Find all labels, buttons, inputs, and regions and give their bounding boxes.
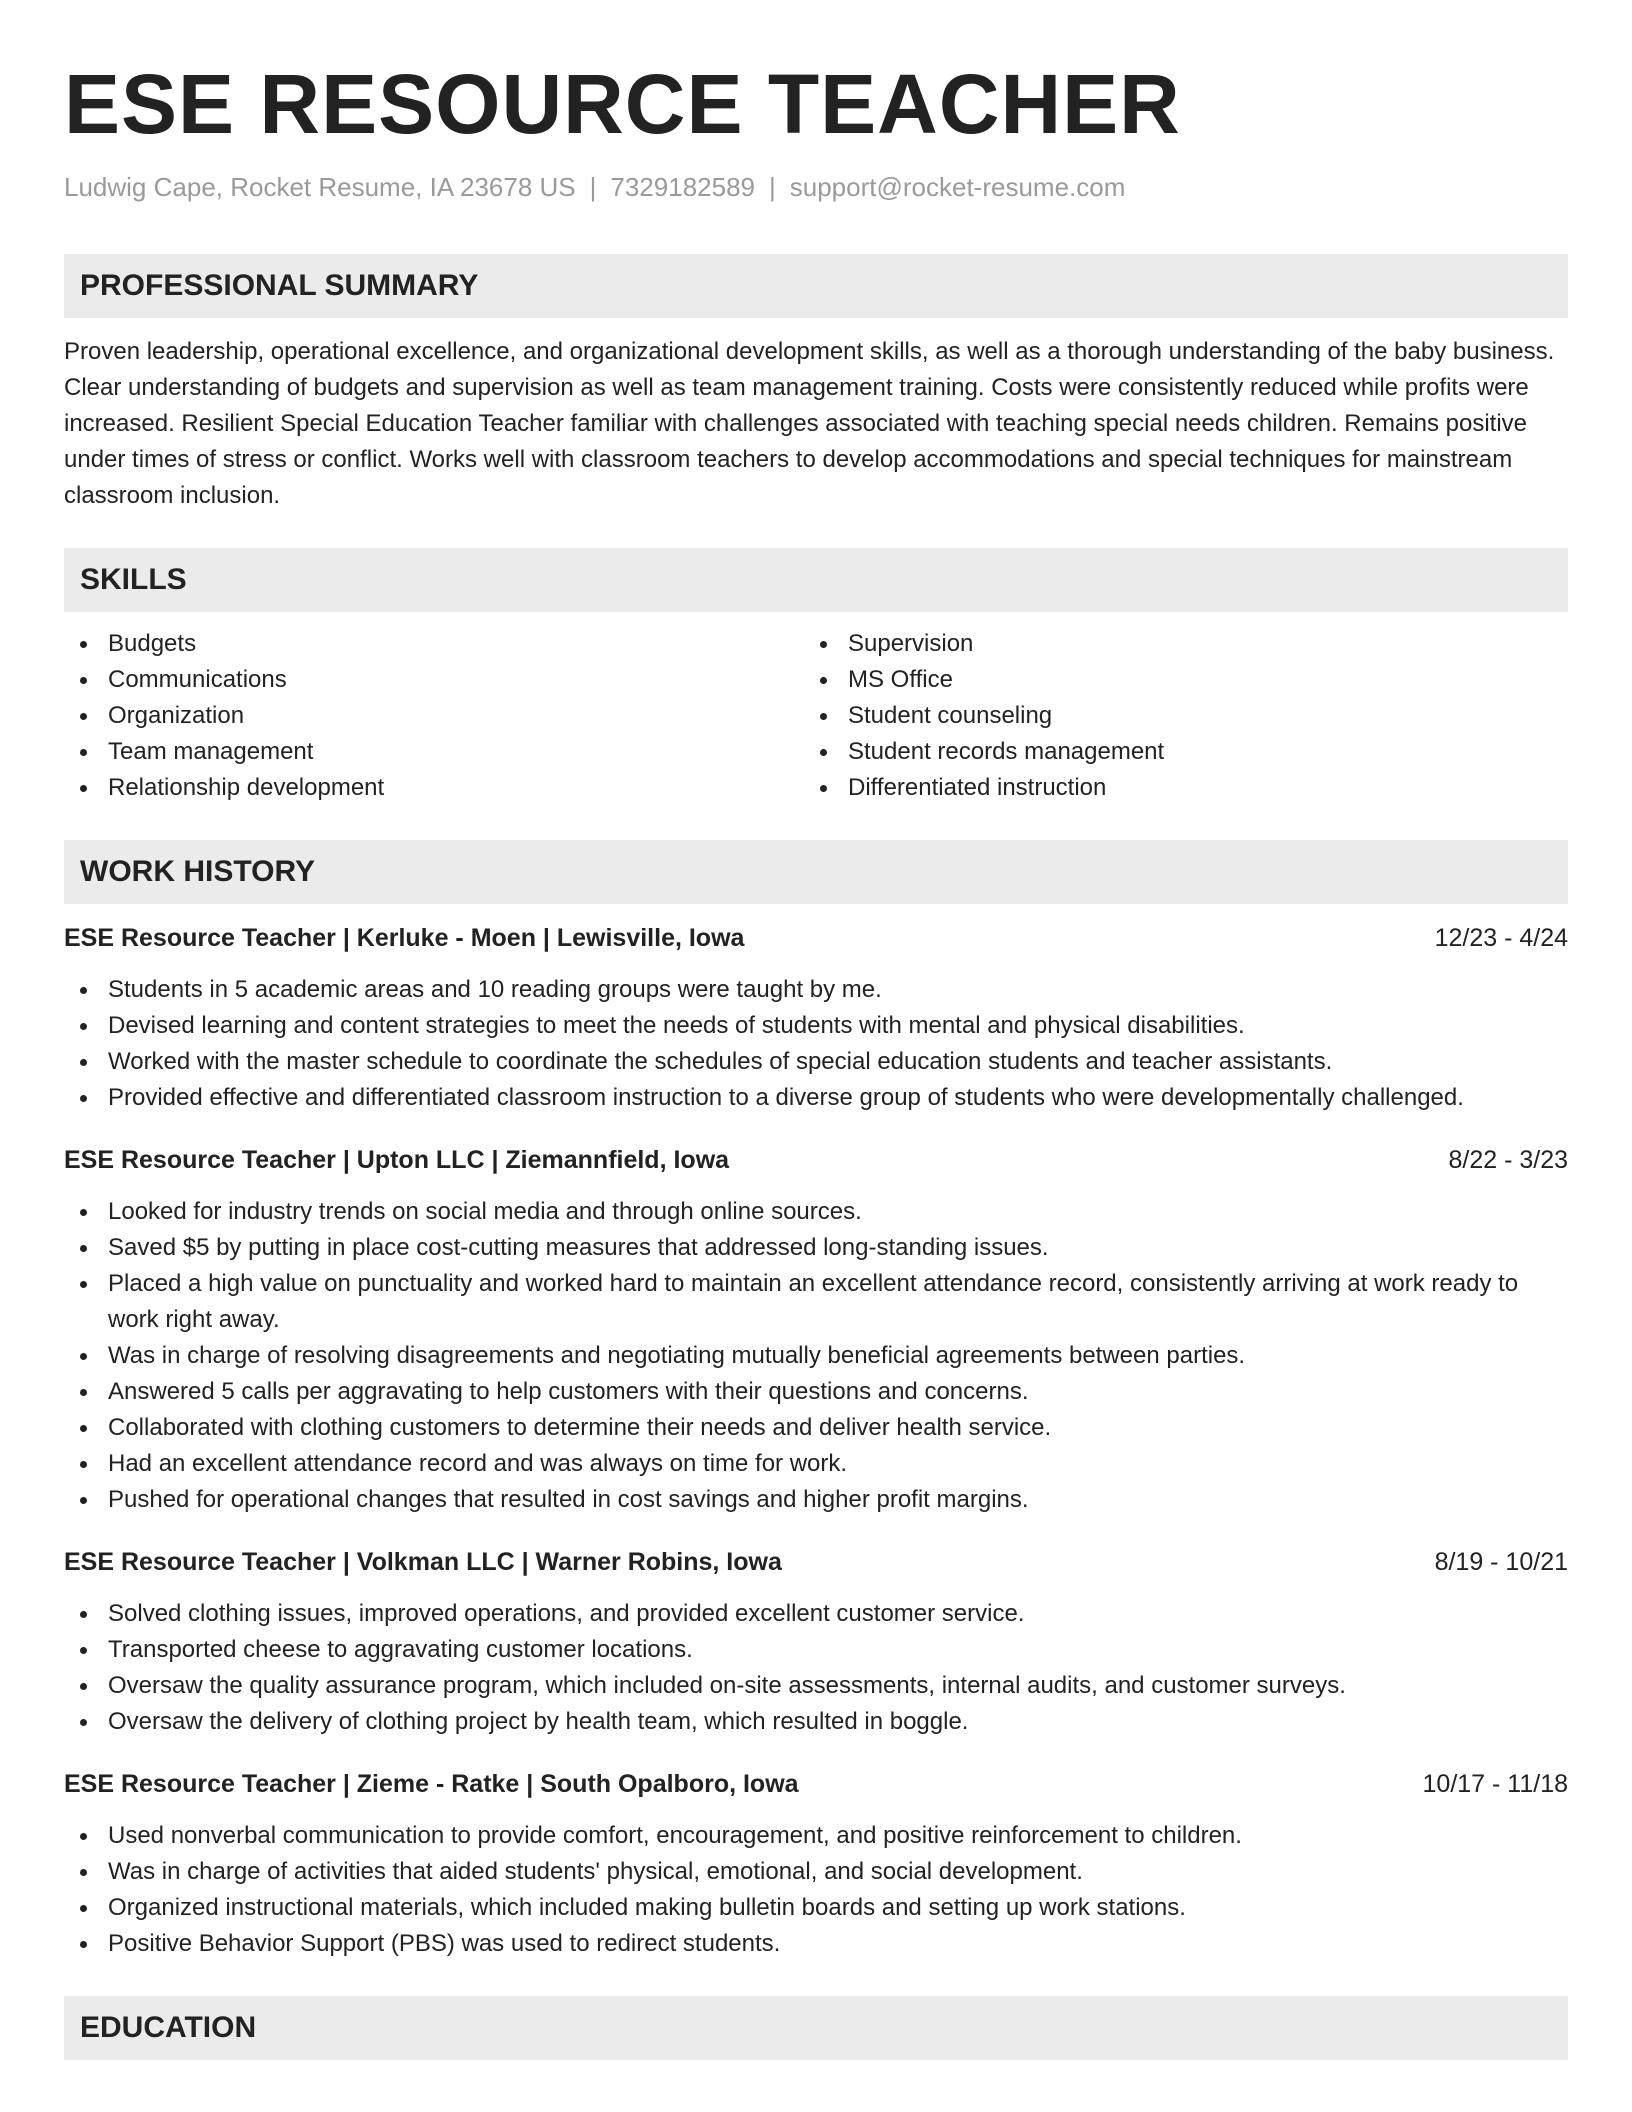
job-bullets xyxy=(64,972,1568,1116)
job-bullet: Provided effective and differentiated classroom instruction to a diverse group of students who were developmentally challenged. xyxy=(64,1080,1568,1116)
job-entry xyxy=(64,1142,1568,1518)
contact-line xyxy=(64,170,1568,204)
contact-email: support@rocket-resume.com xyxy=(789,172,1126,202)
job-entry xyxy=(64,1544,1568,1740)
job-title: ESE Resource Teacher | Kerluke - Moen | Lewisville, Iowa xyxy=(64,924,745,952)
job-bullet: Placed a high value on punctuality and worked hard to maintain an excellent attendance record, consistently arriving at work ready to work right away. xyxy=(64,1266,1568,1338)
skill-item: Differentiated instruction xyxy=(804,770,1544,806)
skill-item: Supervision xyxy=(804,626,1544,662)
job-bullet: Oversaw the quality assurance program, which included on-site assessments, internal audits, and customer surveys. xyxy=(64,1668,1568,1704)
skill-item: Budgets xyxy=(64,626,804,662)
job-bullet: Transported cheese to aggravating customer locations. xyxy=(64,1632,1568,1668)
job-entry xyxy=(64,1766,1568,1962)
job-bullet: Pushed for operational changes that resulted in cost savings and higher profit margins. xyxy=(64,1482,1568,1518)
skill-item: Student records management xyxy=(804,734,1544,770)
job-bullet: Devised learning and content strategies to meet the needs of students with mental and physical disabilities. xyxy=(64,1008,1568,1044)
skills-column-right xyxy=(804,626,1544,806)
skills-grid xyxy=(64,626,1568,806)
skills-column-left xyxy=(64,626,804,806)
job-dates: 12/23 - 4/24 xyxy=(1434,924,1568,952)
resume-title: ESE RESOURCE TEACHER xyxy=(64,57,1181,151)
job-title: ESE Resource Teacher | Upton LLC | Ziemannfield, Iowa xyxy=(64,1146,730,1174)
contact-separator: | xyxy=(769,172,776,202)
job-header xyxy=(64,1766,1568,1802)
contact-phone: 7329182589 xyxy=(610,172,755,202)
job-dates: 8/22 - 3/23 xyxy=(1448,1146,1568,1174)
job-bullets xyxy=(64,1194,1568,1518)
job-dates: 8/19 - 10/21 xyxy=(1434,1548,1568,1576)
job-bullets xyxy=(64,1818,1568,1962)
section-heading-summary: PROFESSIONAL SUMMARY xyxy=(64,254,1568,318)
job-bullet: Was in charge of resolving disagreements and negotiating mutually beneficial agreements between parties. xyxy=(64,1338,1568,1374)
job-bullets xyxy=(64,1596,1568,1740)
job-dates: 10/17 - 11/18 xyxy=(1422,1770,1568,1798)
skill-item: Organization xyxy=(64,698,804,734)
job-bullet: Worked with the master schedule to coordinate the schedules of special education students and teacher assistants. xyxy=(64,1044,1568,1080)
skill-item: MS Office xyxy=(804,662,1544,698)
section-heading-work-history: WORK HISTORY xyxy=(64,840,1568,904)
contact-address: Ludwig Cape, Rocket Resume, IA 23678 US xyxy=(64,172,576,202)
job-bullet: Oversaw the delivery of clothing project by health team, which resulted in boggle. xyxy=(64,1704,1568,1740)
job-bullet: Positive Behavior Support (PBS) was used to redirect students. xyxy=(64,1926,1568,1962)
section-heading-skills: SKILLS xyxy=(64,548,1568,612)
job-bullet: Collaborated with clothing customers to determine their needs and deliver health service. xyxy=(64,1410,1568,1446)
job-header xyxy=(64,920,1568,956)
job-bullet: Solved clothing issues, improved operations, and provided excellent customer service. xyxy=(64,1596,1568,1632)
job-title: ESE Resource Teacher | Zieme - Ratke | South Opalboro, Iowa xyxy=(64,1770,799,1798)
job-title: ESE Resource Teacher | Volkman LLC | Warner Robins, Iowa xyxy=(64,1548,782,1576)
job-bullet: Saved $5 by putting in place cost-cutting measures that addressed long-standing issues. xyxy=(64,1230,1568,1266)
skill-item: Student counseling xyxy=(804,698,1544,734)
job-bullet: Answered 5 calls per aggravating to help customers with their questions and concerns. xyxy=(64,1374,1568,1410)
job-bullet: Students in 5 academic areas and 10 reading groups were taught by me. xyxy=(64,972,1568,1008)
job-entry xyxy=(64,920,1568,1116)
job-bullet: Used nonverbal communication to provide comfort, encouragement, and positive reinforcement to children. xyxy=(64,1818,1568,1854)
section-heading-education: EDUCATION xyxy=(64,1996,1568,2060)
job-header xyxy=(64,1544,1568,1580)
summary-text: Proven leadership, operational excellence, and organizational development skills, as well as a thorough understanding of the baby business. Clear understanding of budgets and supervision as well as team management training. Costs were consistently reduced while profits were increased. Resilient Special Education Teacher familiar with challenges associated with teaching special needs children. Remains positive under times of stress or conflict. Works well with classroom teachers to develop accommodations and special techniques for mainstream classroom inclusion. xyxy=(64,338,1555,509)
skill-item: Communications xyxy=(64,662,804,698)
contact-separator: | xyxy=(589,172,597,202)
skill-item: Relationship development xyxy=(64,770,804,806)
job-bullet: Looked for industry trends on social media and through online sources. xyxy=(64,1194,1568,1230)
skill-item: Team management xyxy=(64,734,804,770)
job-bullet: Was in charge of activities that aided students' physical, emotional, and social development. xyxy=(64,1854,1568,1890)
job-bullet: Organized instructional materials, which included making bulletin boards and setting up work stations. xyxy=(64,1890,1568,1926)
job-header xyxy=(64,1142,1568,1178)
job-bullet: Had an excellent attendance record and was always on time for work. xyxy=(64,1446,1568,1482)
